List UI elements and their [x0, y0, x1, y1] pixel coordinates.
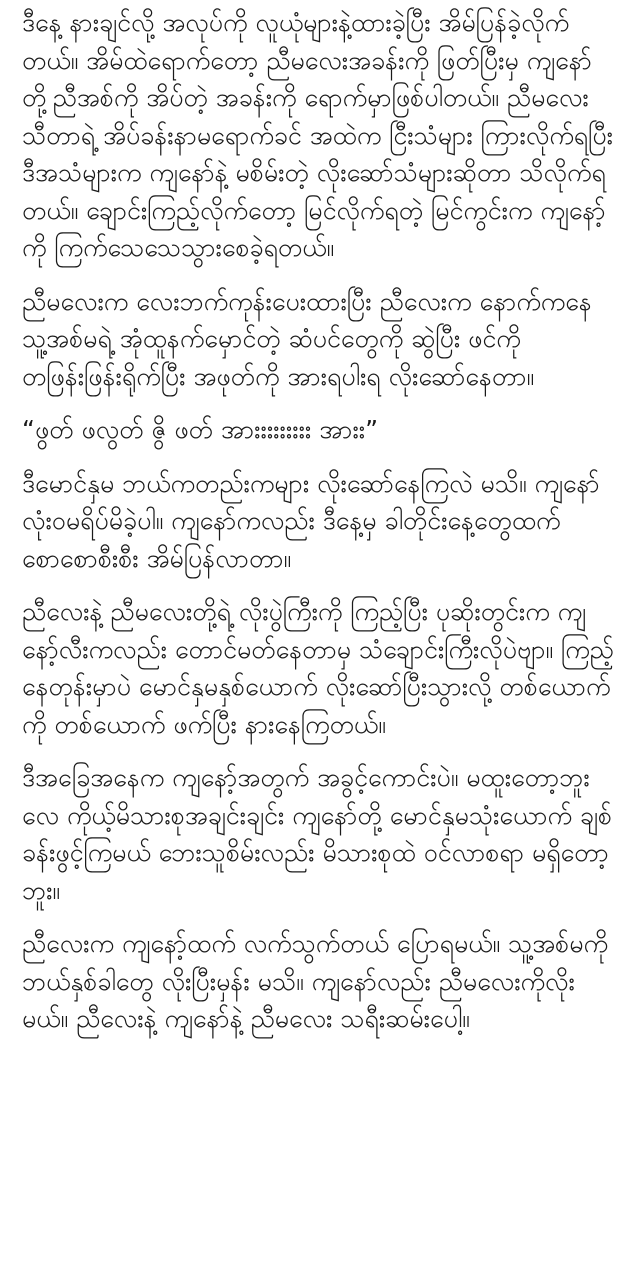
paragraph-quote: “ဖွတ် ဖလွတ် ဇွိ ဖတ် အားးးးးးးးး အားး” — [22, 415, 379, 444]
paragraph-5: ညီလေးနဲ့ ညီမလေးတို့ရဲ့ လိုးပွဲကြီးကို ကြည့်ပြီး ပုဆိုးတွင်းက ကျနော့်လီးကလည်း တောင်မတ်နေတာမှ သံချောင်းကြီးလိုပဲဗျာ။ ကြည့်နေတုန်းမှာပဲ မောင်နှမနှစ်ယောက် လိုးဆော်ပြီးသွားလို့ တစ်ယောက်ကို တစ်ယောက် ဖက်ပြီး နားနေကြတယ်။ — [22, 597, 614, 739]
paragraph-4: ဒီမောင်နှမ ဘယ်ကတည်းကများ လိုးဆော်နေကြလဲ မသိ။ ကျနော် လုံးဝမရိပ်မိခဲ့ပါ။ ကျနော်ကလည်း ဒီနေ့မှ ခါတိုင်းနေ့တွေထက် စောစောစီးစီး အိမ်ပြန်လာတာ။ — [22, 468, 600, 573]
paragraph-1: ဒီနေ့ နားချင်လို့ အလုပ်ကို လူယုံများနဲ့ထားခဲ့ပြီး အိမ်ပြန်ခဲ့လိုက်တယ်။ အိမ်ထဲရောက်တော့ ညီမလေးအခန်းကို ဖြတ်ပြီးမှ ကျနော်တို့ညီအစ်ကို အိပ်တဲ့ အခန်းကို ရောက်မှာဖြစ်ပါတယ်။ ညီမလေးသီတာရဲ့ အိပ်ခန်းနာမရောက်ခင် အထဲက ငြီးသံများ ကြားလိုက်ရပြီး ဒီအသံများက ကျနော်နဲ့ မစိမ်းတဲ့ လိုးဆော်သံများဆိုတာ သိလိုက်ရတယ်။ ချောင်းကြည့်လိုက်တော့ မြင်လိုက်ရတဲ့ မြင်ကွင်းက ကျနော့်ကို ကြက်သေသေသွားစေခဲ့ရတယ်။ — [22, 8, 613, 262]
paragraph-2: ညီမလေးက လေးဘက်ကုန်းပေးထားပြီး ညီလေးက နောက်ကနေ သူ့အစ်မရဲ့ အုံထူနက်မှောင်တဲ့ ဆံပင်တွေကို ဆွဲပြီး ဖင်ကို တဖြန်းဖြန်းရိုက်ပြီး အဖုတ်ကို အားရပါးရ လိုးဆော်နေတာ။ — [22, 286, 592, 391]
paragraph-7: ညီလေးက ကျနော့်ထက် လက်သွက်တယ် ပြောရမယ်။ သူ့အစ်မကို ဘယ်နှစ်ခါတွေ လိုးပြီးမှန်း မသိ။ ကျနော်လည်း ညီမလေးကိုလိုးမယ်။ ညီလေးနဲ့ ကျနော်နဲ့ ညီမလေး သရီးဆမ်းပေါ့။ — [22, 929, 608, 1033]
paragraph-6: ဒီအခြေအနေက ကျနော့်အတွက် အခွင့်ကောင်းပဲ။ မထူးတော့ဘူးလေ ကိုယ့်မိသားစုအချင်းချင်း ကျနော်တို့ မောင်နှမသုံးယောက် ချစ်ခန်းဖွင့်ကြမယ် ဘေးသူစိမ်းလည်း မိသားစုထဲ ဝင်လာစရာ မရှိတော့ဘူး။ — [22, 763, 613, 905]
